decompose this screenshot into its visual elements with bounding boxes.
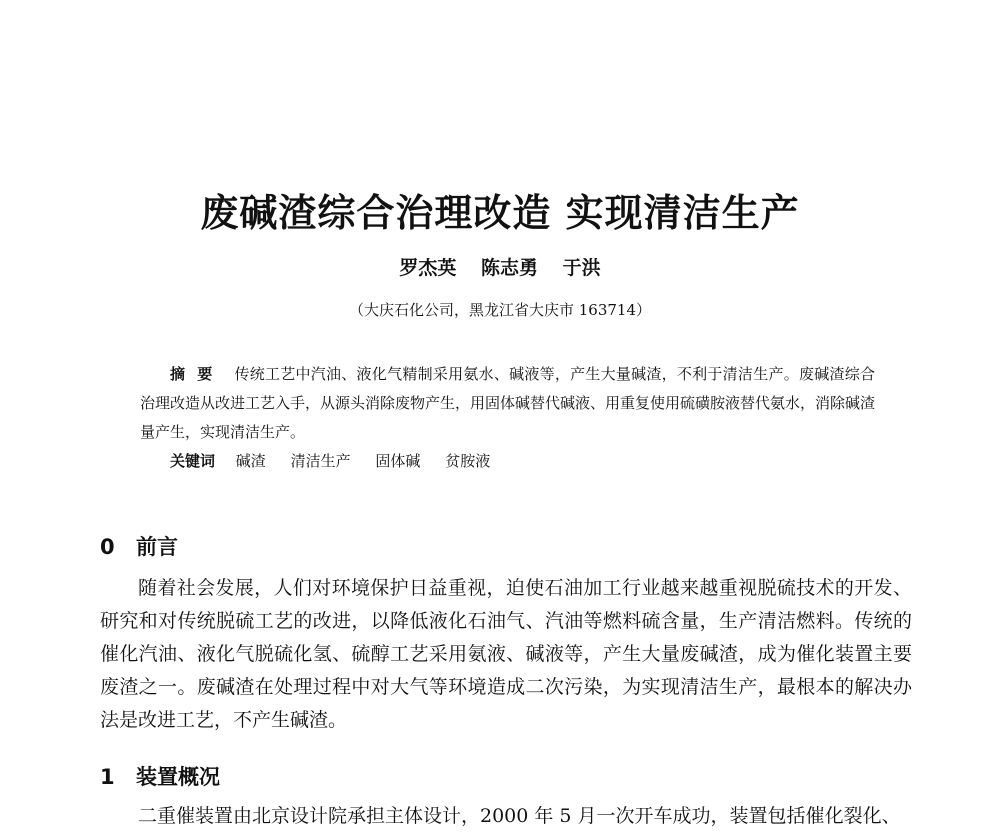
section-number: 0 bbox=[100, 535, 115, 559]
keywords-label: 关键词 bbox=[170, 452, 216, 470]
section-paragraph: 随着社会发展，人们对环境保护日益重视，迫使石油加工行业越来越重视脱硫技术的开发、研究和对传统脱硫工艺的改进，以降低液化石油气、汽油等燃料硫含量，生产清洁燃料。传统的催化汽油、液化气脱硫化氢、硫醇工艺采用氨液、碱液等，产生大量废碱渣，成为催化装置主要废渣之一。废碱渣在处理过程中对大气等环境造成二次污染，为实现清洁生产，最根本的解决办法是改进工艺，不产生碱渣。 bbox=[100, 577, 912, 731]
section-title: 装置概况 bbox=[136, 765, 220, 789]
keyword: 碱渣 bbox=[235, 452, 266, 470]
abstract bbox=[140, 360, 875, 447]
author-name: 陈志勇 bbox=[480, 257, 538, 279]
section-paragraph: 二重催装置由北京设计院承担主体设计，2000 年 5 月一次开车成功，装置包括催化裂化、 bbox=[138, 805, 901, 827]
section-heading bbox=[100, 531, 178, 561]
author-name: 罗杰英 bbox=[399, 257, 457, 279]
abstract-text: 传统工艺中汽油、液化气精制采用氨水、碱液等，产生大量碱渣，不利于清洁生产。废碱渣综合治理改造从改进工艺入手，从源头消除废物产生，用固体碱替代碱液、用重复使用硫磺胺液替代氨水，消除碱渣量产生，实现清洁生产。 bbox=[140, 365, 876, 441]
author-name: 于洪 bbox=[562, 257, 601, 279]
section-number: 1 bbox=[100, 765, 115, 789]
section-heading bbox=[100, 761, 220, 791]
keyword: 固体碱 bbox=[375, 452, 421, 470]
author-affiliation: （大庆石化公司，黑龙江省大庆市 163714） bbox=[348, 301, 652, 319]
paper-title: 废碱渣综合治理改造 实现清洁生产 bbox=[200, 191, 800, 235]
author-list bbox=[0, 253, 1000, 280]
keyword: 清洁生产 bbox=[290, 452, 351, 470]
section-title: 前言 bbox=[136, 535, 178, 559]
keyword: 贫胺液 bbox=[445, 452, 491, 470]
keywords bbox=[170, 450, 875, 471]
abstract-label: 摘要 bbox=[170, 365, 225, 383]
